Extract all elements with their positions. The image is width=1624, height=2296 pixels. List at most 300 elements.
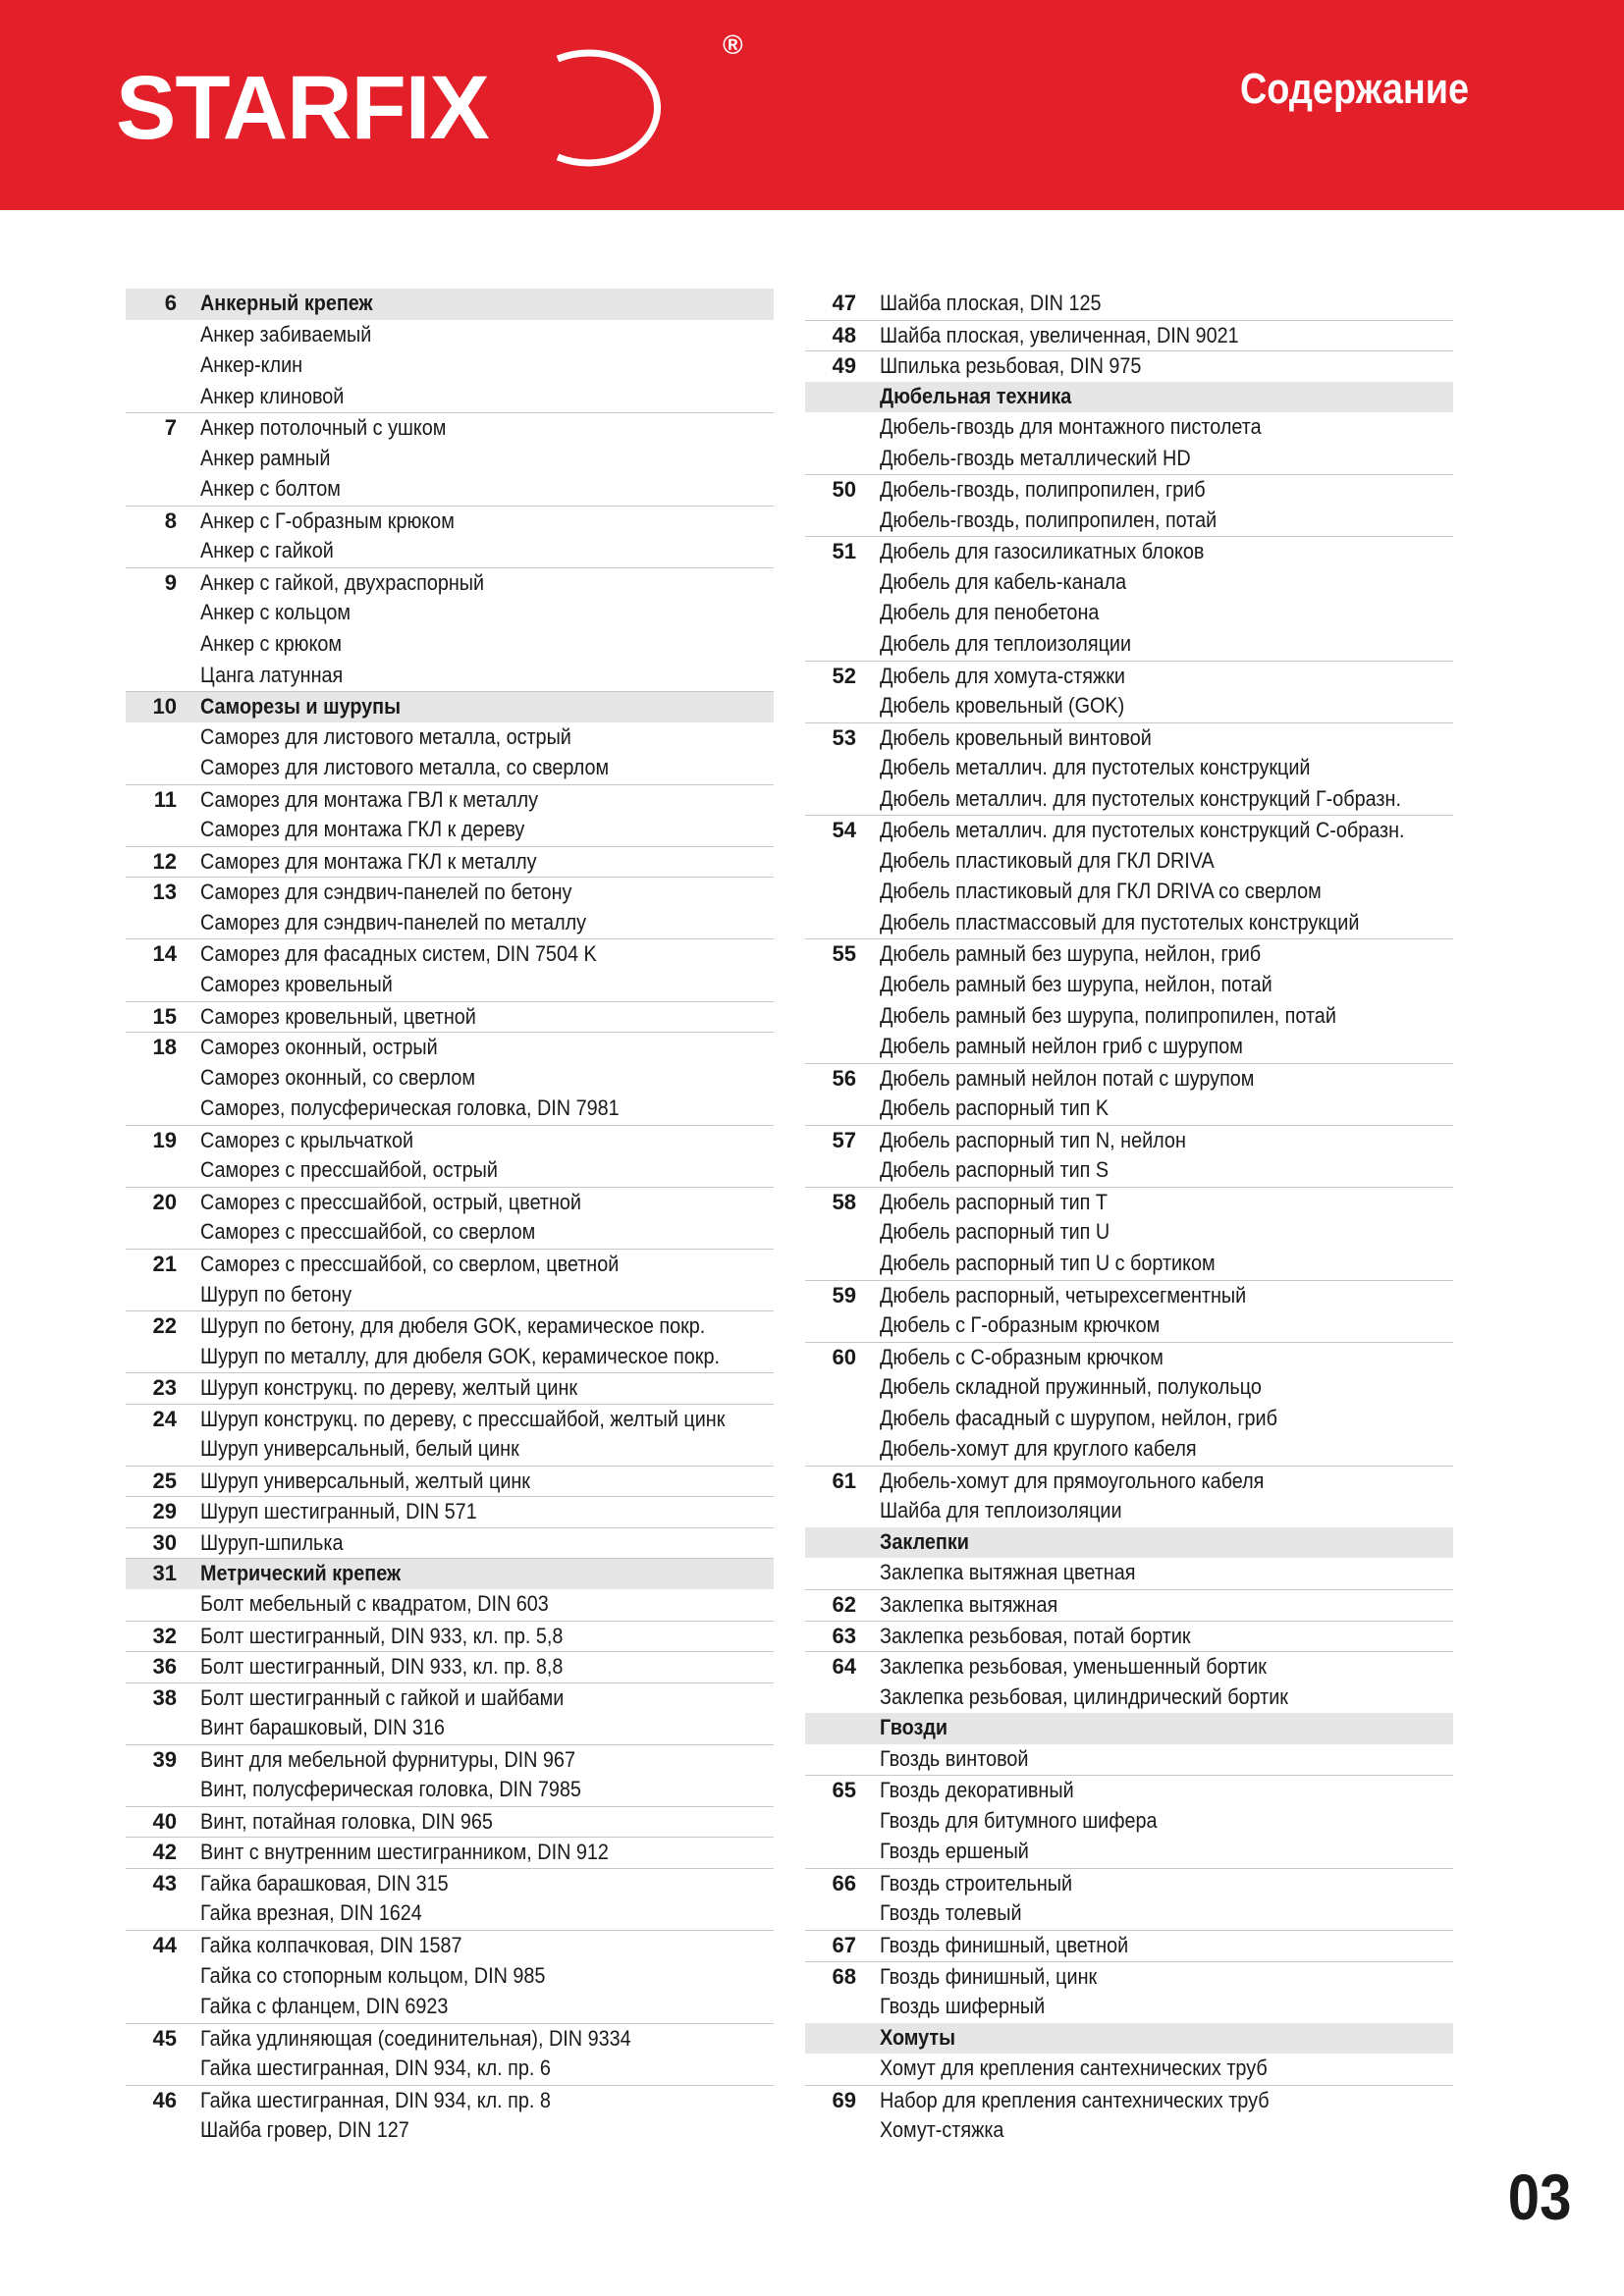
toc-page-number: 47 [832, 291, 856, 315]
toc-entry [126, 2054, 774, 2085]
toc-entry-label: Саморез кровельный [200, 972, 393, 997]
toc-entry-label: Гвозди [880, 1715, 948, 1740]
toc-page-number: 43 [152, 1870, 177, 1896]
toc-page-number: 21 [152, 1251, 177, 1276]
toc-page-number: 49 [832, 353, 856, 379]
toc-entry-label: Гвоздь финишный, цветной [880, 1932, 1129, 1957]
toc-entry [126, 1466, 774, 1497]
toc-entry [805, 1155, 1453, 1187]
registered-mark: ® [723, 29, 743, 60]
toc-entry [805, 908, 1453, 939]
toc-entry-label: Анкер клиновой [200, 383, 345, 408]
toc-entry-label: Гайка удлиняющая (соединительная), DIN 9334 [200, 2025, 631, 2051]
toc-entry [805, 1961, 1453, 1993]
toc-entry [126, 1527, 774, 1559]
toc-entry [126, 815, 774, 846]
toc-entry [126, 2085, 774, 2116]
toc-entry [126, 350, 774, 382]
toc-section-header [126, 1558, 774, 1589]
toc-entry-label: Шуруп по металлу, для дюбеля GOK, керамическое покр. [200, 1343, 720, 1368]
toc-entry-label: Дюбель металлич. для пустотелых конструкций С-образн. [880, 818, 1405, 843]
toc-page-number: 13 [152, 880, 177, 905]
toc-entry-label: Саморез для монтажа ГКЛ к металлу [200, 848, 537, 874]
toc-entry-label: Винт, потайная головка, DIN 965 [200, 1808, 493, 1834]
toc-section-header [126, 691, 774, 722]
toc-entry [126, 629, 774, 661]
toc-entry [805, 350, 1453, 382]
toc-page-number: 57 [832, 1127, 856, 1152]
toc-entry [805, 1558, 1453, 1589]
toc-entry-label: Шуруп по бетону, для дюбеля GOK, керамическое покр. [200, 1313, 706, 1339]
toc-entry-label: Шуруп конструкц. по дереву, с прессшайбой, желтый цинк [200, 1406, 726, 1431]
toc-page-number: 20 [152, 1189, 177, 1214]
toc-entry [805, 1187, 1453, 1218]
toc-entry-label: Саморез оконный, со сверлом [200, 1064, 475, 1090]
toc-entry [126, 1837, 774, 1868]
toc-entry [126, 1094, 774, 1125]
toc-entry-label: Винт барашковый, DIN 316 [200, 1715, 445, 1740]
toc-page-number: 44 [152, 1932, 177, 1957]
toc-entry-label: Гвоздь для битумного шифера [880, 1807, 1158, 1833]
toc-entry [805, 412, 1453, 444]
toc-page-number: 14 [152, 941, 177, 967]
toc-entry [805, 1217, 1453, 1249]
toc-entry [126, 1621, 774, 1652]
toc-entry-label: Винт для мебельной фурнитуры, DIN 967 [200, 1746, 575, 1772]
toc-entry-label: Шайба для теплоизоляции [880, 1498, 1122, 1523]
toc-page-number: 10 [152, 694, 177, 720]
toc-entry [126, 938, 774, 970]
toc-entry-label: Анкер рамный [200, 445, 331, 470]
toc-entry [805, 846, 1453, 878]
toc-entry [805, 784, 1453, 816]
toc-page-number: 69 [832, 2087, 856, 2112]
toc-page-number: 9 [164, 569, 177, 595]
toc-entry-label: Дюбель рамный без шурупа, полипропилен, потай [880, 1002, 1336, 1028]
toc-entry [126, 1217, 774, 1249]
toc-entry-label: Анкер с гайкой [200, 538, 334, 563]
toc-entry [126, 1001, 774, 1033]
page-header [0, 0, 1624, 210]
toc-page-number: 45 [152, 2025, 177, 2051]
toc-entry [126, 1898, 774, 1930]
logo-ring-icon [518, 49, 746, 167]
toc-entry-label: Дюбель распорный тип U [880, 1219, 1110, 1245]
toc-entry [805, 1621, 1453, 1652]
toc-page-number: 18 [152, 1035, 177, 1060]
toc-section-header [805, 1527, 1453, 1559]
toc-page-number: 62 [832, 1591, 856, 1617]
toc-entry-label: Дюбель для хомута-стяжки [880, 663, 1125, 688]
toc-entry [805, 474, 1453, 506]
toc-entry-label: Анкер-клин [200, 352, 303, 378]
toc-entry-label: Саморез кровельный, цветной [200, 1003, 476, 1029]
toc-page-number: 24 [152, 1406, 177, 1431]
toc-entry [126, 1280, 774, 1311]
toc-entry-label: Гайка шестигранная, DIN 934, кл. пр. 6 [200, 2056, 551, 2081]
toc-section-header [126, 289, 774, 320]
toc-page-number: 12 [152, 848, 177, 874]
toc-entry [126, 908, 774, 939]
toc-entry [805, 1868, 1453, 1899]
toc-entry [805, 1682, 1453, 1714]
toc-entry-label: Заклепка вытяжная [880, 1591, 1058, 1617]
toc-page-number: 51 [832, 539, 856, 564]
page-number: 03 [1507, 2161, 1571, 2233]
toc-entry-label: Дюбель пластмассовый для пустотелых конструкций [880, 909, 1360, 934]
toc-entry [805, 1063, 1453, 1095]
toc-entry [126, 1187, 774, 1218]
toc-entry-label: Саморез с прессшайбой, со сверлом [200, 1219, 536, 1245]
toc-entry-label: Саморез с прессшайбой, острый, цветной [200, 1189, 581, 1214]
toc-entry [805, 1094, 1453, 1125]
toc-entry-label: Дюбель для теплоизоляции [880, 631, 1132, 657]
toc-entry-label: Болт шестигранный с гайкой и шайбами [200, 1684, 565, 1710]
toc-entry [805, 2085, 1453, 2116]
toc-page-number: 66 [832, 1870, 856, 1896]
toc-page-number: 8 [164, 507, 177, 533]
toc-entry [126, 1930, 774, 1961]
toc-entry-label: Анкер с болтом [200, 476, 341, 502]
toc-page-number: 68 [832, 1963, 856, 1989]
toc-entry-label: Дюбель распорный тип N, нейлон [880, 1127, 1186, 1152]
toc-page-number: 59 [832, 1282, 856, 1308]
toc-entry-label: Анкерный крепеж [200, 291, 373, 315]
toc-entry [126, 1682, 774, 1714]
logo-wordmark: STARFIX [116, 58, 489, 158]
toc-right-column [805, 289, 1453, 2147]
toc-entry [805, 1930, 1453, 1961]
toc-entry-label: Гайка шестигранная, DIN 934, кл. пр. 8 [200, 2087, 551, 2112]
toc-entry [126, 1806, 774, 1838]
toc-page-number: 54 [832, 818, 856, 843]
toc-page-number: 15 [152, 1003, 177, 1029]
toc-entry [805, 629, 1453, 661]
toc-page-number: 30 [152, 1529, 177, 1555]
toc-entry-label: Болт шестигранный, DIN 933, кл. пр. 5,8 [200, 1623, 564, 1648]
toc-entry [126, 1372, 774, 1404]
toc-entry [126, 536, 774, 567]
toc-entry-label: Дюбель для газосиликатных блоков [880, 539, 1205, 564]
toc-entry-label: Дюбель-гвоздь металлический HD [880, 445, 1191, 470]
toc-entry-label: Шайба плоская, DIN 125 [880, 291, 1102, 315]
toc-page-number: 56 [832, 1065, 856, 1091]
toc-page-number: 19 [152, 1127, 177, 1152]
toc-entry-label: Винт с внутренним шестигранником, DIN 912 [200, 1840, 609, 1865]
toc-entry [126, 2115, 774, 2147]
toc-entry-label: Набор для крепления сантехнических труб [880, 2087, 1270, 2112]
toc-entry-label: Дюбель кровельный винтовой [880, 724, 1152, 750]
toc-entry [805, 815, 1453, 846]
toc-entry [805, 1466, 1453, 1497]
toc-page-number: 6 [164, 291, 177, 315]
toc-entry [805, 1032, 1453, 1063]
toc-entry-label: Дюбель распорный тип K [880, 1095, 1110, 1121]
toc-entry-label: Болт мебельный с квадратом, DIN 603 [200, 1590, 549, 1616]
toc-entry-label: Саморез для сэндвич-панелей по металлу [200, 909, 587, 934]
toc-page-number: 61 [832, 1468, 856, 1493]
toc-entry-label: Дюбель-гвоздь для монтажного пистолета [880, 414, 1262, 440]
toc-page-number: 11 [153, 786, 177, 812]
toc-entry [126, 1404, 774, 1435]
toc-entry-label: Гвоздь винтовой [880, 1745, 1029, 1771]
toc-entry [805, 444, 1453, 475]
toc-entry-label: Дюбель рамный нейлон гриб с шурупом [880, 1034, 1243, 1059]
toc-entry-label: Саморез для монтажа ГВЛ к металлу [200, 786, 539, 812]
toc-entry-label: Шуруп конструкц. по дереву, желтый цинк [200, 1375, 578, 1401]
toc-entry-label: Саморез для фасадных систем, DIN 7504 K [200, 941, 597, 967]
toc-entry-label: Заклепка вытяжная цветная [880, 1560, 1136, 1585]
toc-page-number: 50 [832, 477, 856, 503]
toc-entry-label: Дюбель с С-образным крючком [880, 1344, 1164, 1369]
toc-entry-label: Шуруп по бетону [200, 1281, 352, 1307]
toc-entry-label: Анкер с кольцом [200, 600, 352, 625]
toc-page-number: 38 [152, 1684, 177, 1710]
toc-entry-label: Дюбель-хомут для круглого кабеля [880, 1436, 1197, 1462]
toc-entry [805, 1125, 1453, 1156]
toc-entry-label: Гайка барашковая, DIN 315 [200, 1870, 449, 1896]
toc-section-header [805, 382, 1453, 413]
toc-entry [805, 1280, 1453, 1311]
toc-entry-label: Дюбель пластиковый для ГКЛ DRIVA со сверлом [880, 879, 1322, 904]
toc-entry [126, 784, 774, 816]
toc-entry [805, 1496, 1453, 1527]
toc-entry [805, 1434, 1453, 1466]
toc-entry-label: Саморез, полусферическая головка, DIN 7981 [200, 1095, 620, 1121]
toc-entry-label: Заклепки [880, 1528, 969, 1554]
toc-entry-label: Дюбельная техника [880, 383, 1072, 408]
toc-entry [126, 661, 774, 692]
toc-entry-label: Шуруп-шпилька [200, 1529, 344, 1555]
toc-entry-label: Дюбель распорный тип S [880, 1157, 1110, 1183]
toc-entry [805, 1372, 1453, 1404]
toc-entry [126, 753, 774, 784]
toc-entry [805, 1310, 1453, 1342]
toc-entry-label: Дюбель-хомут для прямоугольного кабеля [880, 1468, 1265, 1493]
toc-entry-label: Винт, полусферическая головка, DIN 7985 [200, 1777, 581, 1802]
toc-entry [805, 661, 1453, 692]
toc-entry [805, 1589, 1453, 1621]
toc-entry-label: Гвоздь строительный [880, 1870, 1073, 1896]
toc-section-header [805, 1713, 1453, 1744]
toc-entry-label: Саморезы и шурупы [200, 694, 402, 720]
toc-entry [805, 1775, 1453, 1806]
toc-entry [805, 2115, 1453, 2147]
toc-entry [126, 1032, 774, 1063]
toc-entry [126, 1744, 774, 1776]
toc-entry-label: Дюбель-гвоздь, полипропилен, потай [880, 507, 1218, 532]
toc-entry [805, 598, 1453, 629]
toc-page-number: 55 [832, 941, 856, 967]
toc-entry [805, 1342, 1453, 1373]
toc-entry-label: Шпилька резьбовая, DIN 975 [880, 353, 1142, 379]
toc-entry-label: Дюбель распорный, четырехсегментный [880, 1282, 1247, 1308]
toc-entry-label: Дюбель пластиковый для ГКЛ DRIVA [880, 847, 1215, 873]
toc-entry [126, 1992, 774, 2023]
toc-entry [126, 1589, 774, 1621]
toc-page-number: 32 [152, 1623, 177, 1648]
toc-entry [126, 382, 774, 413]
toc-entry [126, 2023, 774, 2055]
toc-page-number: 7 [164, 415, 177, 441]
toc-entry [805, 1744, 1453, 1776]
toc-entry [805, 877, 1453, 908]
toc-page-number: 64 [832, 1654, 856, 1680]
toc-entry [126, 1496, 774, 1527]
toc-entry [805, 320, 1453, 351]
toc-entry-label: Гвоздь финишный, цинк [880, 1963, 1098, 1989]
toc-entry-label: Шайба плоская, увеличенная, DIN 9021 [880, 322, 1239, 347]
toc-entry [126, 1775, 774, 1806]
toc-entry-label: Саморез с крыльчаткой [200, 1127, 414, 1152]
toc-entry-label: Гайка колпачковая, DIN 1587 [200, 1932, 462, 1957]
toc-page-number: 65 [832, 1778, 856, 1803]
toc-entry [126, 1310, 774, 1342]
toc-entry-label: Дюбель кровельный (GOK) [880, 693, 1125, 719]
toc-entry [805, 691, 1453, 722]
toc-page-number: 67 [832, 1932, 856, 1957]
toc-page-number: 53 [832, 724, 856, 750]
toc-entry-label: Саморез для листового металла, острый [200, 723, 571, 749]
toc-entry-label: Дюбель для кабель-канала [880, 568, 1127, 594]
toc-entry [805, 1001, 1453, 1033]
toc-entry-label: Анкер с Г-образным крюком [200, 507, 455, 533]
toc-entry-label: Анкер с гайкой, двухраспорный [200, 569, 485, 595]
toc-entry-label: Дюбель металлич. для пустотелых конструкций Г-образн. [880, 785, 1401, 811]
toc-entry-label: Саморез для монтажа ГКЛ к дереву [200, 817, 525, 842]
toc-section-header [805, 2023, 1453, 2055]
toc-entry [126, 877, 774, 908]
toc-entry [805, 1837, 1453, 1868]
toc-page-number: 60 [832, 1344, 856, 1369]
toc-entry-label: Дюбель распорный тип T [880, 1189, 1108, 1214]
toc-page-number: 36 [152, 1654, 177, 1680]
toc-entry [126, 1651, 774, 1682]
toc-entry [126, 1434, 774, 1466]
toc-entry-label: Саморез оконный, острый [200, 1035, 438, 1060]
toc-entry-label: Болт шестигранный, DIN 933, кл. пр. 8,8 [200, 1654, 564, 1680]
page-title: Содержание [1239, 65, 1469, 113]
toc-entry-label: Саморез для сэндвич-панелей по бетону [200, 880, 572, 905]
toc-entry-label: Хомут для крепления сантехнических труб [880, 2056, 1268, 2081]
toc-entry-label: Гвоздь ершеный [880, 1839, 1029, 1864]
toc-page-number: 42 [152, 1840, 177, 1865]
toc-entry-label: Дюбель фасадный с шурупом, нейлон, гриб [880, 1405, 1277, 1430]
toc-page-number: 23 [152, 1375, 177, 1401]
toc-entry-label: Заклепка резьбовая, потай бортик [880, 1623, 1191, 1648]
toc-entry-label: Саморез для листового металла, со сверлом [200, 755, 610, 780]
toc-entry [126, 320, 774, 351]
toc-entry-label: Гвоздь декоративный [880, 1778, 1074, 1803]
toc-entry-label: Саморез с прессшайбой, острый [200, 1157, 498, 1183]
toc-entry [805, 753, 1453, 784]
toc-page-number: 22 [152, 1313, 177, 1339]
toc-entry [805, 1992, 1453, 2023]
toc-entry-label: Дюбель складной пружинный, полукольцо [880, 1374, 1262, 1400]
toc-entry-label: Шайба гровер, DIN 127 [200, 2117, 409, 2143]
toc-entry-label: Дюбель распорный тип U с бортиком [880, 1250, 1216, 1275]
toc-entry [805, 2054, 1453, 2085]
toc-entry [126, 1063, 774, 1095]
toc-entry-label: Шуруп универсальный, желтый цинк [200, 1468, 530, 1493]
toc-entry-label: Дюбель рамный нейлон потай с шурупом [880, 1065, 1255, 1091]
toc-entry [126, 1868, 774, 1899]
toc-entry [126, 1342, 774, 1373]
toc-page-number: 58 [832, 1189, 856, 1214]
toc-entry-label: Гвоздь шиферный [880, 1994, 1046, 2019]
toc-entry [805, 506, 1453, 537]
toc-entry [805, 1806, 1453, 1838]
toc-entry [805, 1249, 1453, 1280]
toc-entry [126, 1713, 774, 1744]
toc-entry [805, 1651, 1453, 1682]
toc-entry [805, 970, 1453, 1001]
toc-entry-label: Метрический крепеж [200, 1561, 401, 1586]
toc-entry [126, 1125, 774, 1156]
toc-entry [126, 412, 774, 444]
toc-entry-label: Заклепка резьбовая, уменьшенный бортик [880, 1654, 1267, 1680]
toc-page-number: 40 [152, 1808, 177, 1834]
toc-entry [126, 506, 774, 537]
toc-entry-label: Дюбель для пенобетона [880, 600, 1100, 625]
toc-entry [126, 722, 774, 754]
toc-entry-label: Дюбель с Г-образным крючком [880, 1312, 1161, 1338]
toc-entry-label: Хомуты [880, 2024, 956, 2050]
toc-page-number: 48 [832, 322, 856, 347]
toc-entry [805, 1404, 1453, 1435]
toc-entry [805, 722, 1453, 754]
toc-entry-label: Гайка с фланцем, DIN 6923 [200, 1994, 449, 2019]
toc-entry-label: Хомут-стяжка [880, 2117, 1004, 2143]
toc-entry-label: Дюбель рамный без шурупа, нейлон, потай [880, 972, 1272, 997]
toc-entry [126, 567, 774, 599]
toc-entry [805, 289, 1453, 320]
toc-entry [805, 536, 1453, 567]
toc-left-column [126, 289, 774, 2147]
toc-entry [126, 846, 774, 878]
toc-entry-label: Дюбель металлич. для пустотелых конструкций [880, 755, 1311, 780]
toc-page-number: 25 [152, 1468, 177, 1493]
toc-entry-label: Анкер потолочный с ушком [200, 415, 447, 441]
toc-entry [805, 1898, 1453, 1930]
toc-entry-label: Гайка врезная, DIN 1624 [200, 1900, 422, 1926]
toc-entry-label: Шуруп универсальный, белый цинк [200, 1436, 519, 1462]
toc-entry-label: Цанга латунная [200, 662, 344, 687]
toc-page-number: 46 [152, 2087, 177, 2112]
toc-entry [126, 970, 774, 1001]
toc-entry-label: Саморез с прессшайбой, со сверлом, цветной [200, 1251, 620, 1276]
toc-entry-label: Анкер забиваемый [200, 321, 372, 347]
toc-page-number: 29 [152, 1499, 177, 1524]
toc-entry [805, 938, 1453, 970]
toc-entry [805, 567, 1453, 599]
toc-page-number: 31 [152, 1561, 177, 1586]
toc-entry [126, 444, 774, 475]
toc-entry [126, 1961, 774, 1993]
toc-entry-label: Шуруп шестигранный, DIN 571 [200, 1499, 477, 1524]
toc-entry [126, 598, 774, 629]
toc-page-number: 39 [152, 1746, 177, 1772]
toc-entry-label: Анкер с крюком [200, 631, 342, 657]
toc-entry [126, 474, 774, 506]
toc-entry-label: Гайка со стопорным кольцом, DIN 985 [200, 1962, 546, 1988]
toc-entry [126, 1155, 774, 1187]
toc-entry-label: Дюбель-гвоздь, полипропилен, гриб [880, 477, 1206, 503]
toc-entry-label: Гвоздь толевый [880, 1900, 1022, 1926]
toc-page-number: 52 [832, 663, 856, 688]
toc-entry-label: Заклепка резьбовая, цилиндрический бортик [880, 1683, 1288, 1709]
toc-entry-label: Дюбель рамный без шурупа, нейлон, гриб [880, 941, 1262, 967]
